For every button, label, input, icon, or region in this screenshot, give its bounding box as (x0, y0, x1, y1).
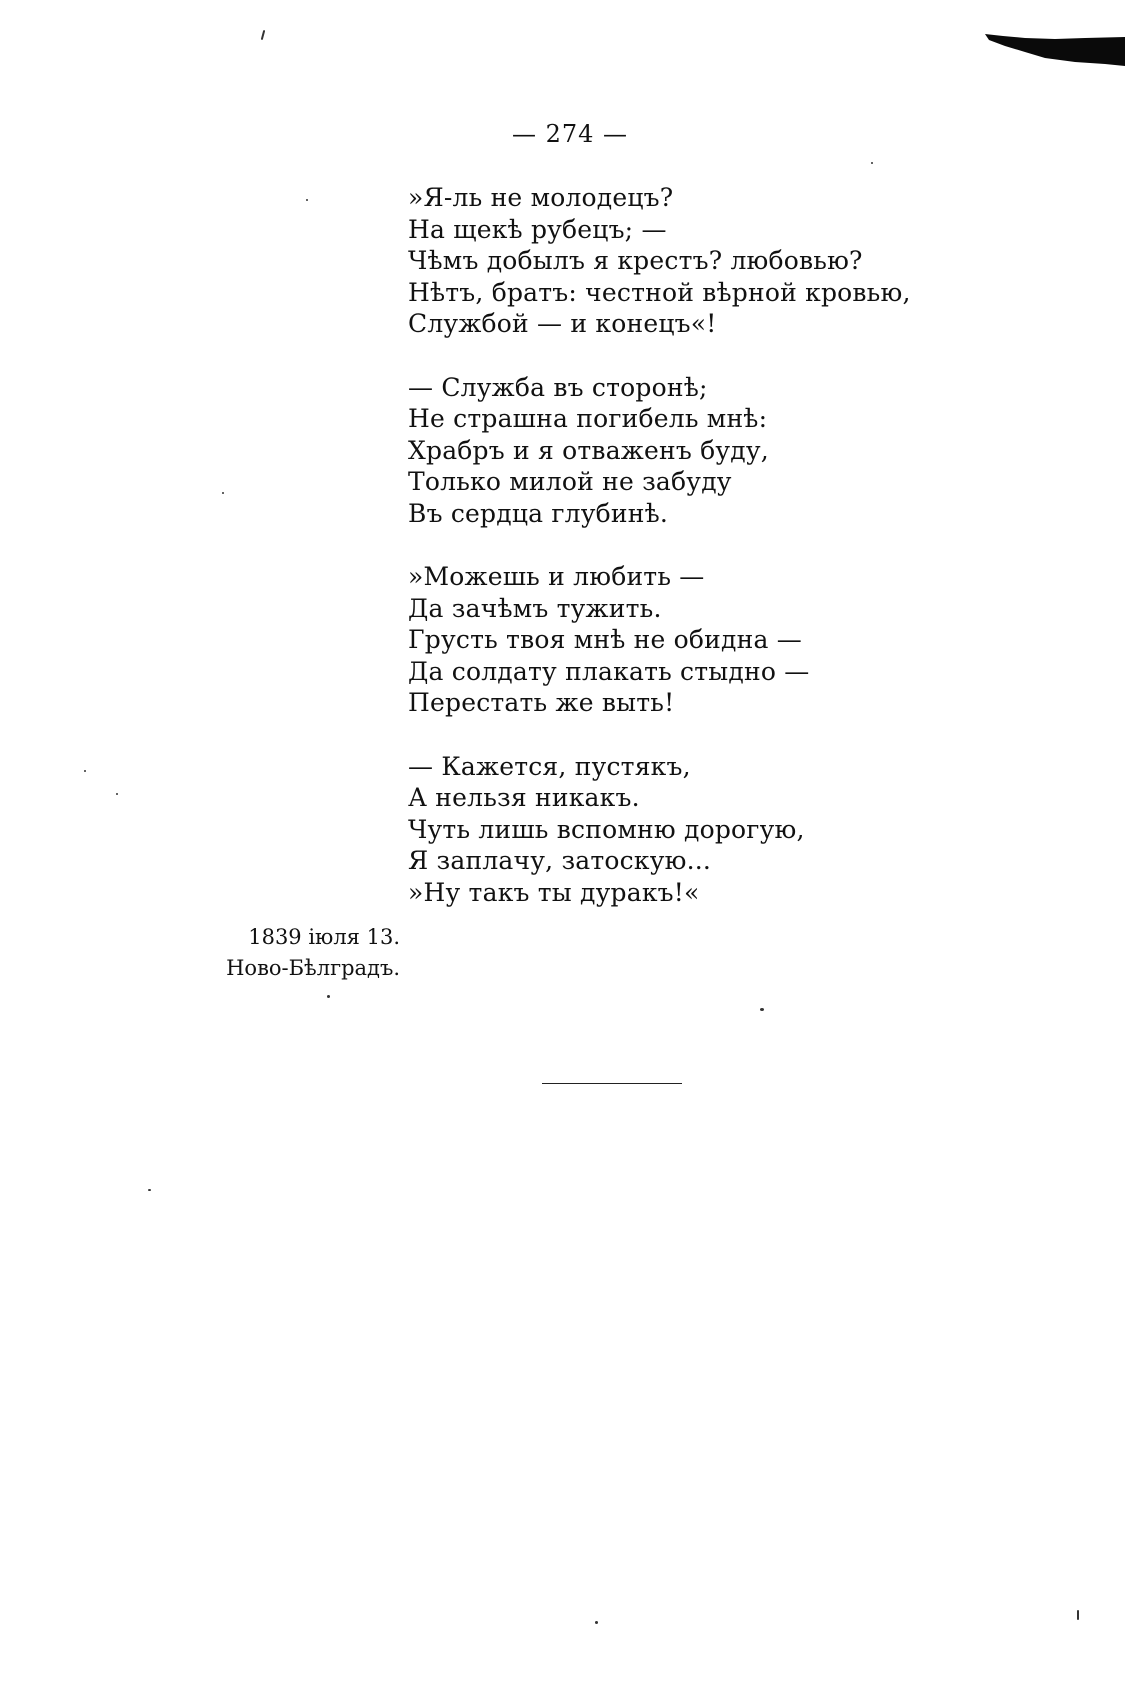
poem-line: Нѣтъ, братъ: честной вѣрной кровью, (408, 277, 911, 307)
stanza-4 (408, 751, 968, 909)
scan-artifact-mark (985, 30, 1125, 66)
poem-line: Чѣмъ добылъ я крестъ? любовью? (408, 246, 863, 275)
scan-speck (306, 199, 308, 201)
dateline-date: 1839 іюля 13. (248, 925, 400, 949)
poem-line: Не страшна погибель мнѣ: (408, 404, 768, 433)
poem-line: »Можешь и любить — (408, 562, 705, 591)
poem-line: — Кажется, пустякъ, (408, 751, 691, 781)
dateline (200, 922, 400, 984)
poem (408, 182, 968, 940)
poem-line: »Ну такъ ты дуракъ!« (408, 877, 700, 907)
scan-speck (871, 162, 873, 164)
poem-line: Въ сердца глубинѣ. (408, 498, 669, 528)
poem-line: Храбръ и я отваженъ буду, (408, 435, 769, 465)
poem-line: На щекѣ рубецъ; — (408, 214, 667, 244)
stanza-1 (408, 182, 968, 340)
poem-line: — Служба въ сторонѣ; (408, 372, 708, 402)
scan-speck (327, 995, 330, 998)
poem-line: Я заплачу, затоскую... (408, 846, 712, 875)
page-number: — 274 — (511, 120, 629, 148)
scan-speck (222, 492, 224, 494)
scan-speck (261, 30, 266, 40)
stanza-3 (408, 561, 968, 719)
dateline-place: Ново-Бѣлградъ. (226, 956, 400, 980)
poem-line: Да солдату плакать стыдно — (408, 656, 810, 686)
poem-line: »Я-ль не молодецъ? (408, 183, 674, 212)
end-rule (542, 1083, 682, 1084)
poem-line: Службой — и конецъ«! (408, 309, 717, 338)
scan-speck (595, 1621, 598, 1624)
scan-speck (1077, 1610, 1079, 1620)
scan-speck (148, 1189, 151, 1191)
scan-speck (84, 770, 86, 772)
poem-line: Чуть лишь вспомню дорогую, (408, 814, 805, 844)
poem-line: Только милой не забуду (408, 467, 732, 496)
scan-speck (760, 1008, 764, 1011)
poem-line: Грусть твоя мнѣ не обидна — (408, 625, 802, 654)
poem-line: Перестать же выть! (408, 688, 675, 717)
poem-line: Да зачѣмъ тужить. (408, 593, 662, 623)
poem-line: А нельзя никакъ. (408, 783, 640, 812)
scan-speck (116, 793, 118, 795)
stanza-2 (408, 372, 968, 530)
